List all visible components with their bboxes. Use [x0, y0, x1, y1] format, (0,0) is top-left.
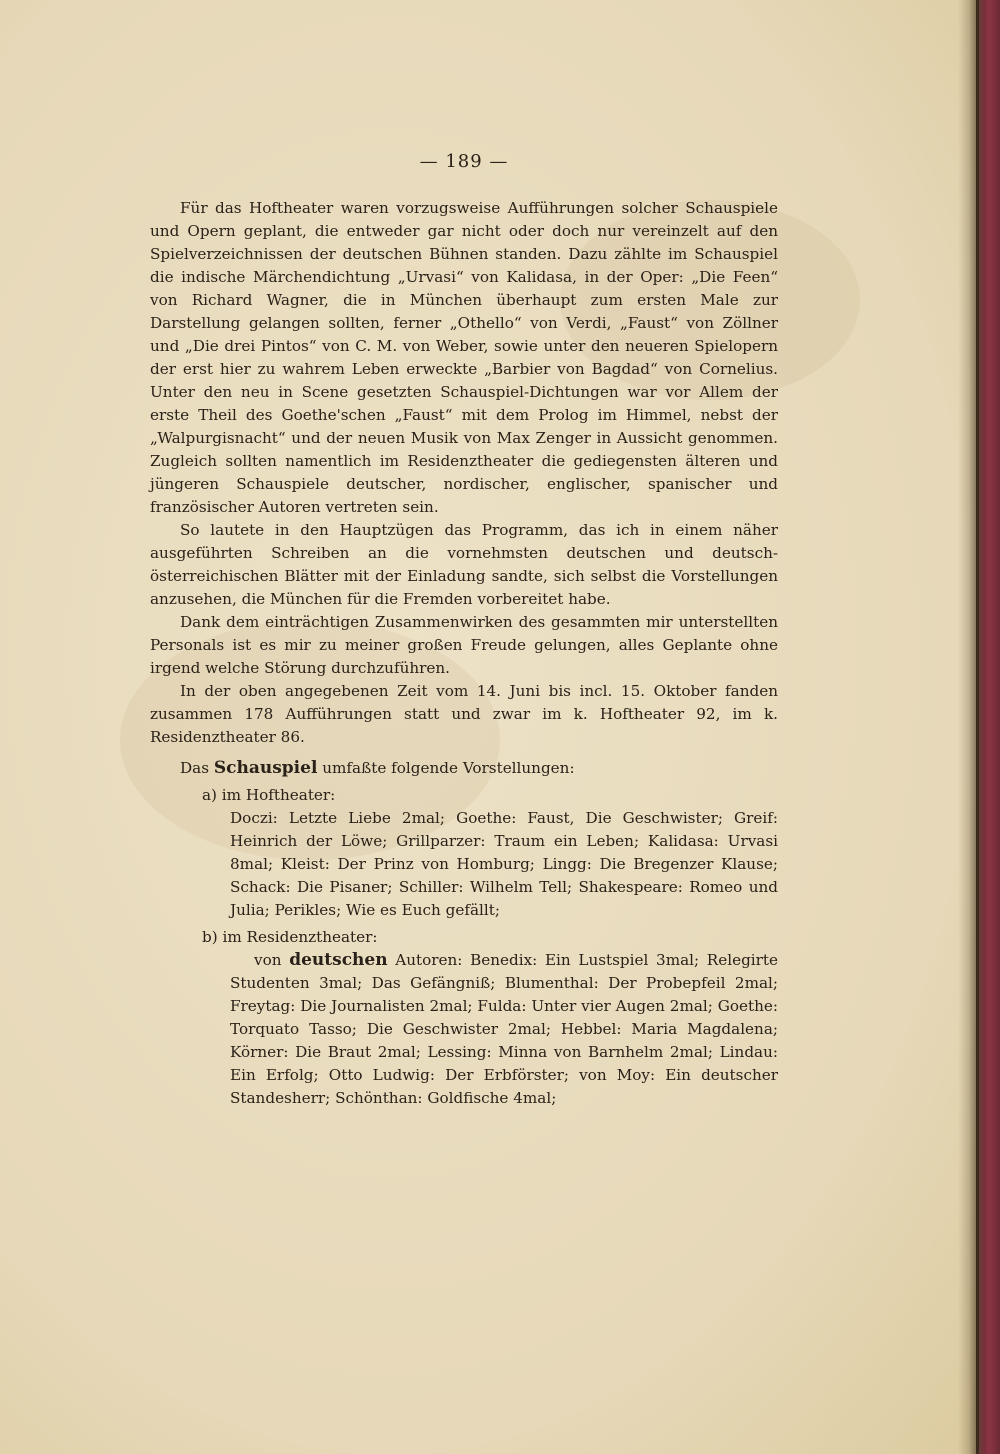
paragraph: Dank dem einträchtigen Zusammenwirken des gesammten mir unterstellten Personals ist es mir zu meiner großen Freude gelungen, alles Geplante ohne irgend welche Störung durchzuführen.	[150, 613, 778, 677]
section-b-prefix: von	[254, 951, 282, 969]
section-b-emphasis: deutschen	[289, 950, 388, 970]
section-b-text: Autoren: Benedix: Ein Lustspiel 3mal; Relegirte Studenten 3mal; Das Gefängniß; Blumenthal: Der Probepfeil 2mal; Freytag: Die Journalisten 2mal; Fulda: Unter vier Augen 2mal; Goethe: Torquato Tasso; Die Geschwister 2mal; Hebbel: Maria Magdalena; Körner: Die Braut 2mal; Lessing: Minna von Barnhelm 2mal; Lindau: Ein Erfolg; Otto Ludwig: Der Erbförster; von Moy: Ein deutscher Standesherr; Schönthan: Goldfische 4mal;	[230, 951, 779, 1107]
paragraph: In der oben angegebenen Zeit vom 14. Juni bis incl. 15. Oktober fanden zusammen 178 Aufführungen statt und zwar im k. Hoftheater 92, im k. Residenztheater 86.	[150, 682, 778, 746]
paragraph: Für das Hoftheater waren vorzugsweise Aufführungen solcher Schauspiele und Opern geplant, die entweder gar nicht oder doch nur vereinzelt auf den Spielverzeichnissen der deutschen Bühnen standen. Dazu zählte im Schauspiel die indische Märchendichtung „Urvasi“ von Kalidasa, in der Oper: „Die Feen“ von Richard Wagner, die in München überhaupt zum ersten Male zur Darstellung gelangen sollten, ferner „Othello“ von Verdi, „Faust“ von Zöllner und „Die drei Pintos“ von C. M. von Weber, sowie unter den neueren Spielopern der erst hier zu wahrem Leben erweckte „Barbier von Bagdad“ von Cornelius. Unter den neu in Scene gesetzten Schauspiel-Dichtungen war vor Allem der erste Theil des Goethe'schen „Faust“ mit dem Prolog im Himmel, nebst der „Walpurgisnacht“ und der neuen Musik von Max Zenger in Aussicht genommen. Zugleich sollten namentlich im Residenztheater die gediegensten älteren und jüngeren Schauspiele deutscher, nordischer, englischer, spanischer und französischer Autoren vertreten sein.	[150, 199, 778, 516]
book-cover-edge	[976, 0, 1000, 1454]
heading-prefix: Das	[180, 759, 210, 777]
cover-binding-line	[976, 0, 979, 1454]
page-text	[150, 150, 778, 1110]
section-b-label: b) im Residenztheater:	[202, 928, 378, 946]
section-a-label: a) im Hoftheater:	[202, 786, 336, 804]
paragraph: So lautete in den Hauptzügen das Programm, das ich in einem näher ausgeführten Schreiben an die vornehmsten deutschen und deutsch-österreichischen Blätter mit der Einladung sandte, sich selbst die Vorstellungen anzusehen, die München für die Fremden vorbereitet habe.	[150, 521, 778, 608]
section-b-list	[230, 949, 778, 1110]
section-a-list: Doczi: Letzte Liebe 2mal; Goethe: Faust, Die Geschwister; Greif: Heinrich der Löwe; Grillparzer: Traum ein Leben; Kalidasa: Urvasi 8mal; Kleist: Der Prinz von Homburg; Lingg: Die Bregenzer Klause; Schack: Die Pisaner; Schiller: Wilhelm Tell; Shakespeare: Romeo und Julia; Perikles; Wie es Euch gefällt;	[230, 809, 778, 919]
heading-suffix: umfaßte folgende Vorstellungen:	[322, 759, 575, 777]
heading-emphasis: Schauspiel	[213, 758, 318, 778]
section-heading	[150, 757, 778, 780]
book-gutter-shadow	[958, 0, 976, 1454]
page-number: — 189 —	[419, 151, 509, 172]
